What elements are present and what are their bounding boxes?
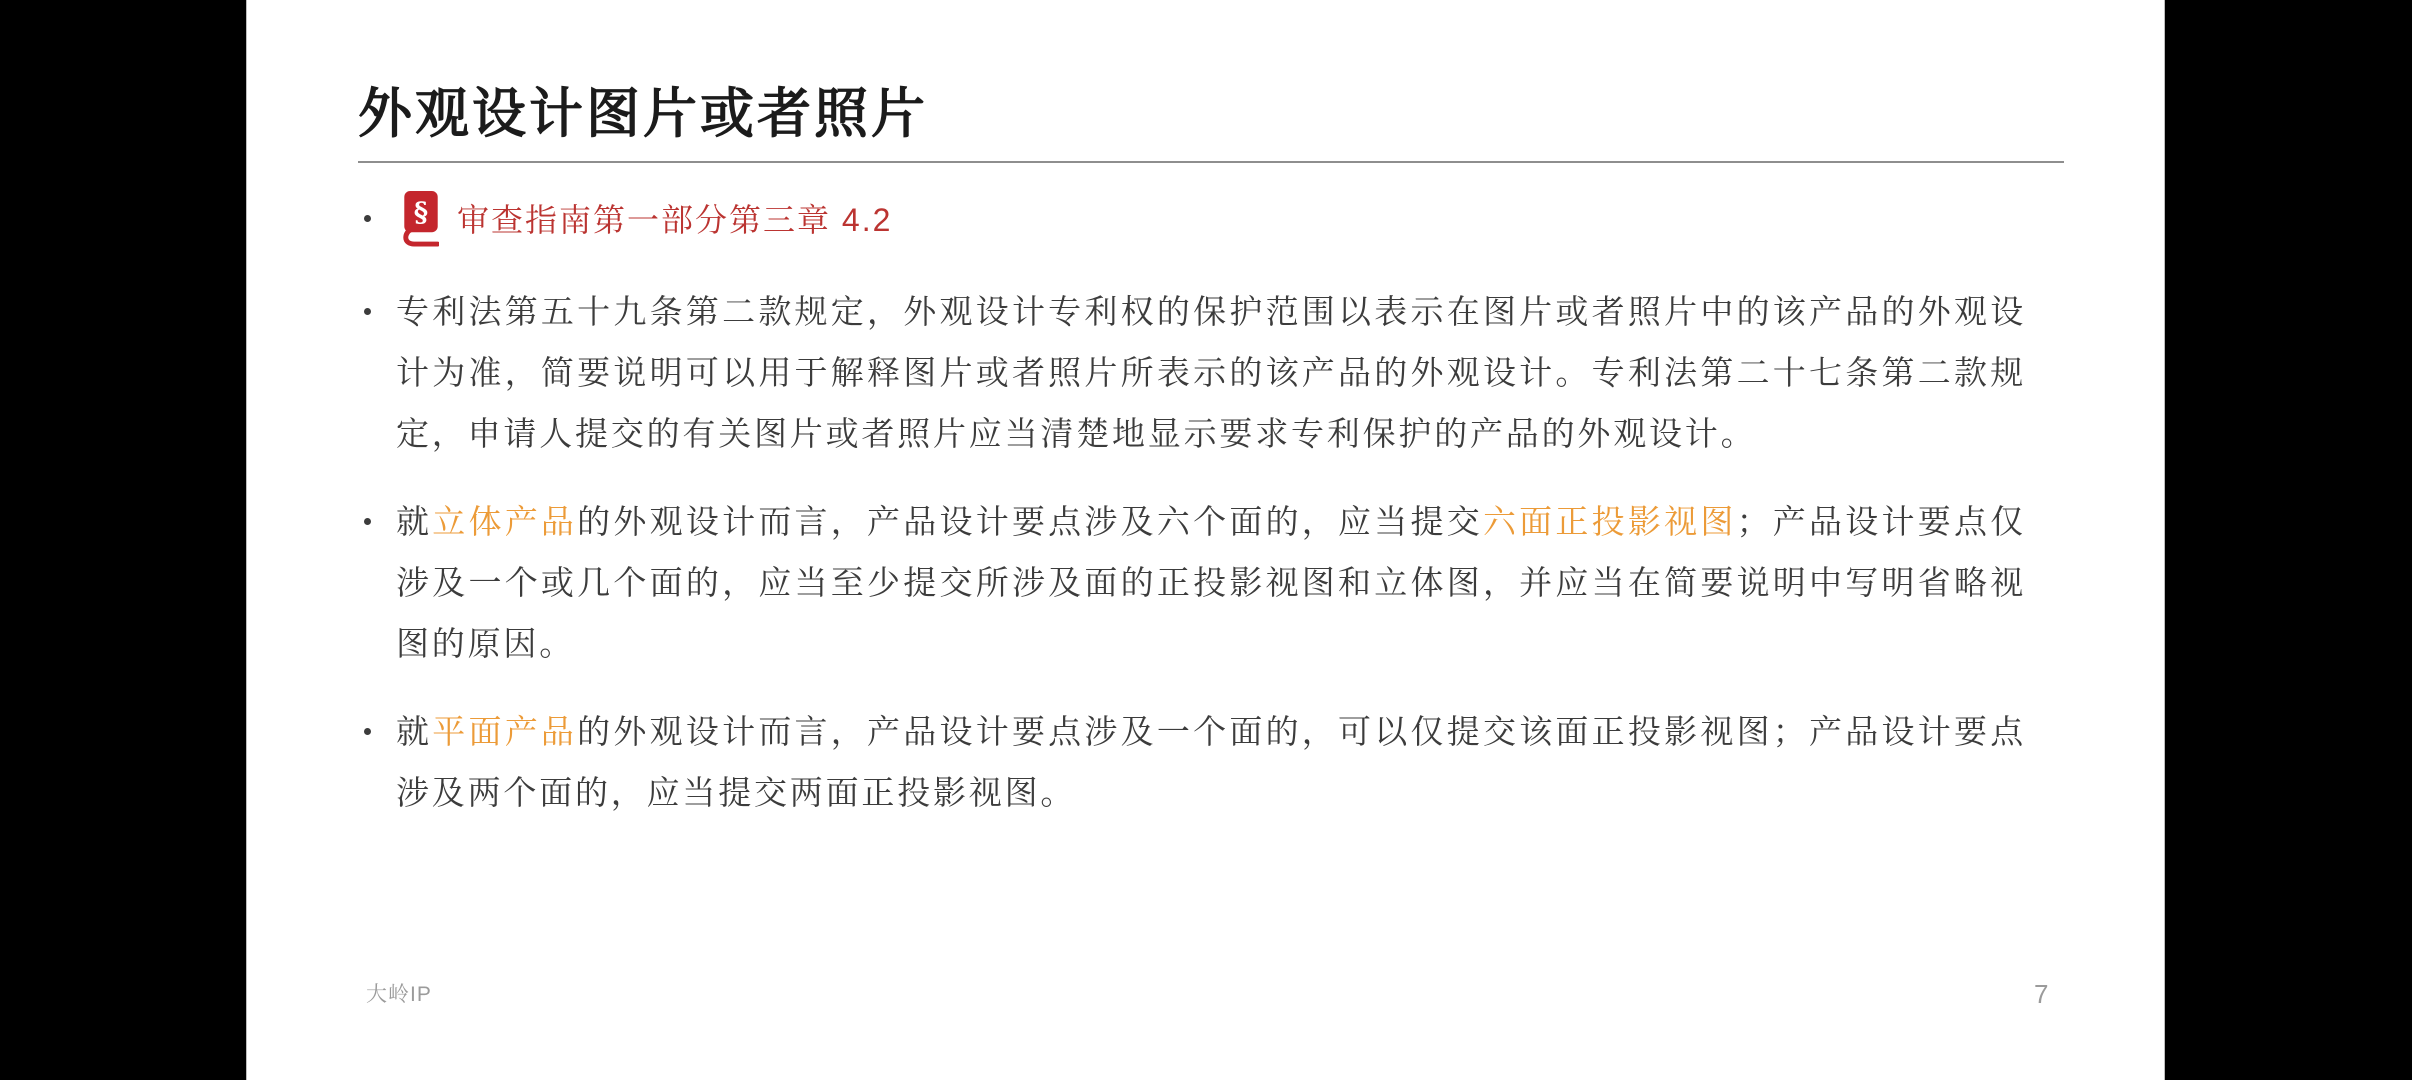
bullet-item bbox=[364, 491, 2164, 674]
reference-text: 审查指南第一部分第三章 4.2 bbox=[457, 202, 893, 238]
text-segment: ；产品设计要点仅涉及一个或几个面的，应当至少提交所涉及面的正投影视图和立体图，并应当在简要说明中写明省略视图的原因。 bbox=[396, 503, 2026, 662]
slide-title: 外观设计图片或者照片 bbox=[358, 84, 928, 144]
text-segment: 就 bbox=[396, 503, 433, 540]
highlighted-term: 立体产品 bbox=[432, 503, 578, 540]
presentation-slide bbox=[246, 0, 2165, 1080]
highlighted-term: 六面正投影视图 bbox=[1482, 503, 1737, 540]
highlighted-term: 平面产品 bbox=[432, 713, 578, 750]
text-segment: 就 bbox=[396, 713, 433, 750]
reference-line bbox=[364, 190, 2164, 246]
text-segment: 专利法第五十九条第二款规定，外观设计专利权的保护范围以表示在图片或者照片中的该产品的外观设计为准，简要说明可以用于解释图片或者照片所表示的该产品的外观设计。专利法第二十七条第二款规定，申请人提交的有关图片或者照片应当清楚地显示要求专利保护的产品的外观设计。 bbox=[396, 293, 2026, 452]
bullet-list bbox=[364, 281, 2164, 823]
text-segment: 的外观设计而言，产品设计要点涉及一个面的，可以仅提交该面正投影视图；产品设计要点涉及两个面的，应当提交两面正投影视图。 bbox=[396, 713, 2026, 811]
bullet-dot bbox=[364, 215, 371, 222]
bullet-item bbox=[364, 281, 2164, 464]
bullet-text bbox=[396, 491, 2026, 674]
title-underline bbox=[358, 161, 2064, 163]
page-number: 7 bbox=[2034, 979, 2049, 1009]
section-sign-glyph: § bbox=[413, 195, 429, 228]
bullet-dot bbox=[364, 728, 371, 735]
bullet-text bbox=[396, 281, 2026, 464]
bullet-dot bbox=[364, 308, 371, 315]
footer-brand: 大岭IP bbox=[366, 983, 432, 1006]
bullet-dot bbox=[364, 518, 371, 525]
bullet-text bbox=[396, 701, 2026, 823]
section-book-icon bbox=[403, 190, 439, 247]
bullet-item bbox=[364, 701, 2164, 823]
text-segment: 的外观设计而言，产品设计要点涉及六个面的，应当提交 bbox=[577, 503, 1483, 540]
